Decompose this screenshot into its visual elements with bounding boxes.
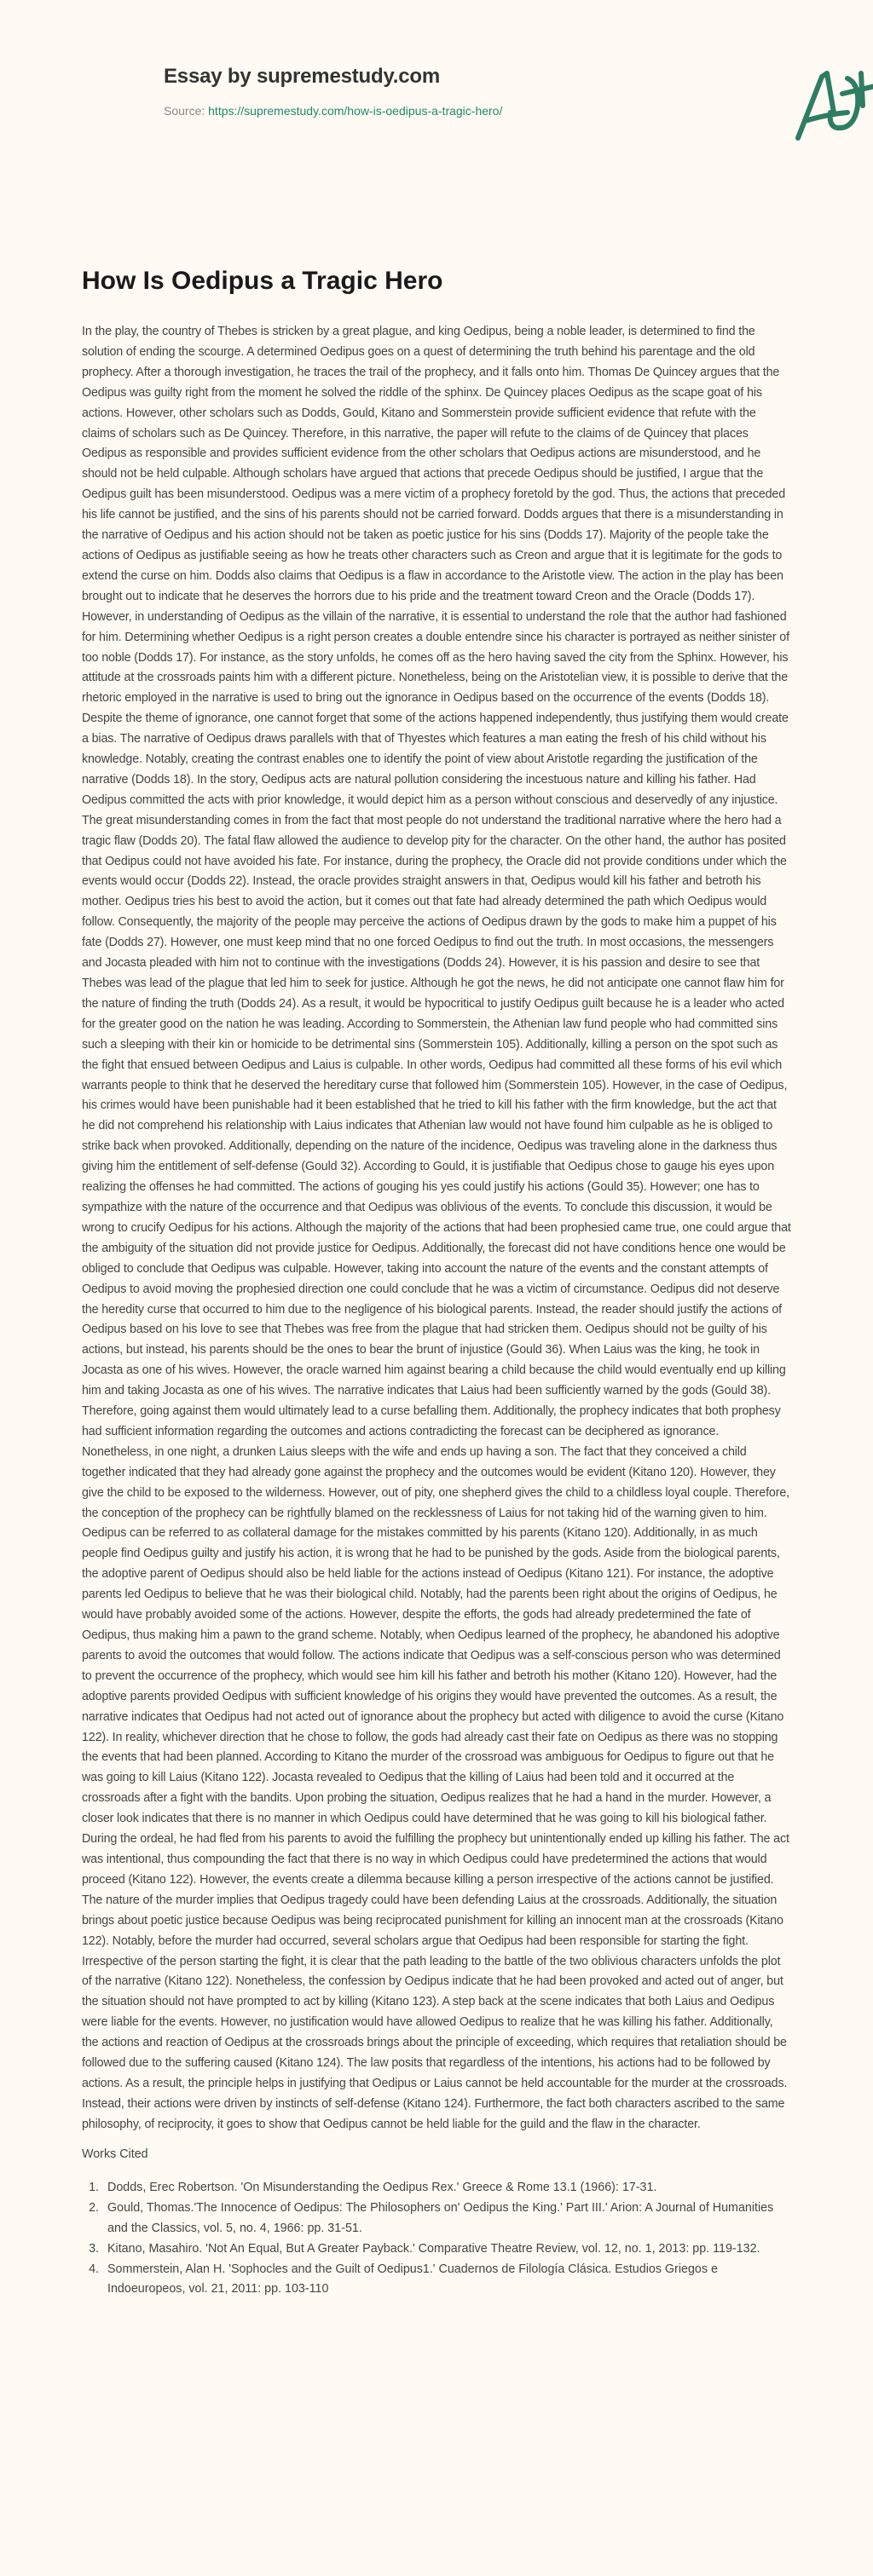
works-cited-list (82, 2178, 791, 2300)
citation-item: 1. Dodds, Erec Robertson. 'On Misunderstanding the Oedipus Rex.' Greece & Rome 13.1 (1966): 17-31. (102, 2178, 791, 2199)
page-header (82, 0, 791, 170)
source-line (164, 104, 502, 118)
citation-item: 4. Sommerstein, Alan H. 'Sophocles and the Guilt of Oedipus1.' Cuadernos de Filología Clásica. Estudios Griegos e Indoeuropeos, vol. 21, 2011: pp. 103-110 (102, 2260, 791, 2301)
essay-title: How Is Oedipus a Tragic Hero (82, 267, 443, 295)
site-title: Essay by supremestudy.com (164, 65, 441, 88)
essay-body: In the play, the country of Thebes is stricken by a great plague, and king Oedipus, being a noble leader, is determined to find the solution of ending the scourge. A determined Oedipus goes on a quest of determining the truth behind his parentage and the old prophecy. After a thorough investigation, he traces the trail of the prophecy, and it falls onto him. Thomas De Quincey argues that the Oedipus was guilty right from the moment he solved the riddle of the sphinx. De Quincey places Oedipus as the scape goat of his actions. However, other scholars such as Dodds, Gould, Kitano and Sommerstein provide sufficient evidence that refute with the claims of scholars such as De Quincey. Therefore, in this narrative, the paper will refute to the claims of de Quincey that places Oedipus as responsible and provides sufficient evidence from the other scholars that Oedipus actions are misunderstood, and he should not be held culpable. Although scholars have argued that actions that precede Oedipus should be justified, I argue that the Oedipus guilt has been misunderstood. Oedipus was a mere victim of a prophecy foretold by the god. Thus, the actions that preceded his life cannot be justified, and the sins of his parents should not be carried forward. Dodds argues that there is a misunderstanding in the narrative of Oedipus and his action should not be taken as poetic justice for his sins (Dodds 17). Majority of the people take the actions of Oedipus as justifiable seeing as how he treats other characters such as Creon and argue that it is legitimate for the gods to extend the curse on him. Dodds also claims that Oedipus is a flaw in accordance to the Aristotle view. The action in the play has been brought out to indicate that he deserves the horrors due to his pride and the treatment toward Creon and the Oracle (Dodds 17). However, in understanding of Oedipus as the villain of the narrative, it is essential to understand the role that the author had fashioned for him. Determining whether Oedipus is a right person creates a double entendre since his character is portrayed as neither sinister of too noble (Dodds 17). For instance, as the story unfolds, he comes off as the hero having saved the city from the Sphinx. However, his attitude at the crossroads paints him with a different picture. Nonetheless, being on the Aristotelian view, it is possible to derive that the rhetoric employed in the narrative is used to bring out the ignorance in Oedipus based on the occurrence of the events (Dodds 18). Despite the theme of ignorance, one cannot forget that some of the actions happened independently, thus justifying them would create a bias. The narrative of Oedipus draws parallels with that of Thyestes which features a man eating the fresh of his child without his knowledge. Notably, creating the contrast enables one to identify the point of view about Aristotle regarding the justification of the narrative (Dodds 18). In the story, Oedipus acts are natural pollution considering the incestuous nature and killing his father. Had Oedipus committed the acts with prior knowledge, it would depict him as a person without conscious and deservedly of any injustice. The great misunderstanding comes in from the fact that most people do not understand the traditional narrative where the hero had a tragic flaw (Dodds 20). The fatal flaw allowed the audience to develop pity for the character. On the other hand, the author has posited that Oedipus could not have avoided his fate. For instance, during the prophecy, the Oracle did not provide conditions under which the events would occur (Dodds 22). Instead, the oracle provides straight answers in that, Oedipus would kill his father and betroth his mother. Oedipus tries his best to avoid the action, but it comes out that fate had already determined the path which Oedipus would follow. Consequently, the majority of the people may perceive the actions of Oedipus drawn by the gods to make him a puppet of his fate (Dodds 27). However, one must keep mind that no one forced Oedipus to find out the truth. In most occasions, the messengers and Jocasta pleaded with him not to continue with the investigations (Dodds 24). However, it is his passion and desire to see that Thebes was lead of the plague that led him to seek for justice. Although he got the news, he did not anticipate one cannot flaw him for the nature of finding the truth (Dodds 24). As a result, it would be hypocritical to justify Oedipus guilt because he is a leader who acted for the greater good on the nation he was leading. According to Sommerstein, the Athenian law fund people who had committed sins such a sleeping with their kin or homicide to be detrimental sins (Sommerstein 105). Additionally, killing a person on the spot such as the fight that ensued between Oedipus and Laius is culpable. In other words, Oedipus had committed all these forms of his evil which warrants people to think that he deserved the hereditary curse that followed him (Sommerstein 105). However, in the case of Oedipus, his crimes would have been punishable had it been established that he tried to kill his father with the firm knowledge, but the act that he did not comprehend his relationship with Laius indicates that Athenian law would not have found him culpable as he is obliged to strike back when provoked. Additionally, depending on the nature of the incidence, Oedipus was traveling alone in the darkness thus giving him the entitlement of self-defense (Gould 32). According to Gould, it is justifiable that Oedipus chose to gauge his eyes upon realizing the offenses he had committed. The actions of gouging his yes could justify his actions (Gould 35). However; one has to sympathize with the nature of the occurrence and that Oedipus was oblivious of the events. To conclude this discussion, it would be wrong to crucify Oedipus for his actions. Although the majority of the actions that had been prophesied came true, one could argue that the ambiguity of the situation did not provide justice for Oedipus. Additionally, the forecast did not have conditions hence one would be obliged to conclude that Oedipus was culpable. However, taking into account the nature of the events and the constant attempts of Oedipus to avoid moving the prophesied direction one could conclude that he was a victim of circumstance. Oedipus did not deserve the heredity curse that occurred to him due to the negligence of his biological parents. Instead, the reader should justify the actions of Oedipus based on his love to see that Thebes was free from the plague that had stricken them. Oedipus should not be guilty of his actions, but instead, his parents should be the ones to bear the brunt of injustice (Gould 36). When Laius was the king, he took in Jocasta as one of his wives. However, the oracle warned him against bearing a child because the child would eventually end up killing him and taking Jocasta as one of his wives. The narrative indicates that Laius had been sufficiently warned by the gods (Gould 38). Therefore, going against them would ultimately lead to a curse befalling them. Additionally, the prophecy indicates that both prophesy had sufficient information regarding the outcomes and actions contradicting the forecast can be deciphered as ignorance. Nonetheless, in one night, a drunken Laius sleeps with the wife and ends up having a son. The fact that they conceived a child together indicated that they had already gone against the prophecy and the outcomes would be evident (Kitano 120). However, they give the child to be exposed to the wilderness. However, out of pity, one shepherd gives the child to a childless loyal couple. Therefore, the conception of the prophecy can be rightfully blamed on the recklessness of Laius for not taking hid of the warning given to him. Oedipus can be referred to as collateral damage for the mistakes committed by his parents (Kitano 120). Additionally, in as much people find Oedipus guilty and justify his action, it is wrong that he had to be punished by the gods. Aside from the biological parents, the adoptive parent of Oedipus should also be held liable for the actions instead of Oedipus (Kitano 121). For instance, the adoptive parents led Oedipus to believe that he was their biological child. Notably, had the parents been right about the origins of Oedipus, he would have probably avoided some of the actions. However, despite the efforts, the gods had already predetermined the fate of Oedipus, thus making him a pawn to the grand scheme. Notably, when Oedipus learned of the prophecy, he abandoned his adoptive parents to avoid the outcomes that would follow. The actions indicate that Oedipus was a self-conscious person who was determined to prevent the occurrence of the prophecy, which would see him kill his father and betroth his mother (Kitano 120). However, had the adoptive parents provided Oedipus with sufficient knowledge of his origins they would have prevented the outcomes. As a result, the narrative indicates that Oedipus had not acted out of ignorance about the prophecy but acted with diligence to avoid the curse (Kitano 122). In reality, whichever direction that he chose to follow, the gods had already cast their fate on Oedipus as there was no stopping the events that had been planned. According to Kitano the murder of the crossroad was ambiguous for Oedipus to figure out that he was going to kill Laius (Kitano 122). Jocasta revealed to Oedipus that the killing of Laius had been told and it occurred at the crossroads after a fight with the bandits. Upon probing the situation, Oedipus realizes that he had a hand in the murder. However, a closer look indicates that there is no manner in which Oedipus could have determined that he was going to kill his biological father. During the ordeal, he had fled from his parents to avoid the fulfilling the prophecy but unintentionally ended up killing his father. The act was intentional, thus compounding the fact that there is no way in which Oedipus could have predetermined the actions that would proceed (Kitano 122). However, the events create a dilemma because killing a person irrespective of the actions cannot be justified. The nature of the murder implies that Oedipus tragedy could have been defending Laius at the crossroads. Additionally, the situation brings about poetic justice because Oedipus was being reciprocated punishment for killing an innocent man at the crossroads (Kitano 122). Notably, before the murder had occurred, several scholars argue that Oedipus had been responsible for starting the fight. Irrespective of the person starting the fight, it is clear that the path leading to the battle of the two oblivious characters unfolds the plot of the narrative (Kitano 122). Nonetheless, the confession by Oedipus indicate that he had been provoked and acted out of anger, but the situation should not have prompted to act by killing (Kitano 123). A step back at the scene indicates that both Laius and Oedipus were liable for the events. However, no justification would have allowed Oedipus to realize that he was killing his father. Additionally, the actions and reaction of Oedipus at the crossroads brings about the principle of exceeding, which requires that retaliation should be followed due to the suffering caused (Kitano 124). The law posits that regardless of the intentions, his actions had to be followed by actions. As a result, the principle helps in justifying that Oedipus or Laius cannot be held accountable for the murder at the crossroads. Instead, their actions were driven by instincts of self-defense (Kitano 124). Furthermore, the fact both characters ascribed to the same philosophy, of reciprocity, it goes to show that Oedipus cannot be held liable for the guild and the flaw in the character. (82, 325, 791, 2131)
a-plus-grade-icon (781, 53, 873, 147)
source-link[interactable]: https://supremestudy.com/how-is-oedipus-a-tragic-hero/ (208, 104, 503, 118)
source-label: Source: (164, 104, 205, 118)
citation-item: 2. Gould, Thomas.'The Innocence of Oedipus: The Philosophers on' Oedipus the King.' Part III.' Arion: A Journal of Humanities and the Classics, vol. 5, no. 4, 1966: pp. 31-51. (102, 2199, 791, 2239)
works-cited-heading: Works Cited (82, 2147, 148, 2161)
citation-item: 3. Kitano, Masahiro. 'Not An Equal, But A Greater Payback.' Comparative Theatre Review, vol. 12, no. 1, 2013: pp. 119-132. (102, 2239, 791, 2260)
